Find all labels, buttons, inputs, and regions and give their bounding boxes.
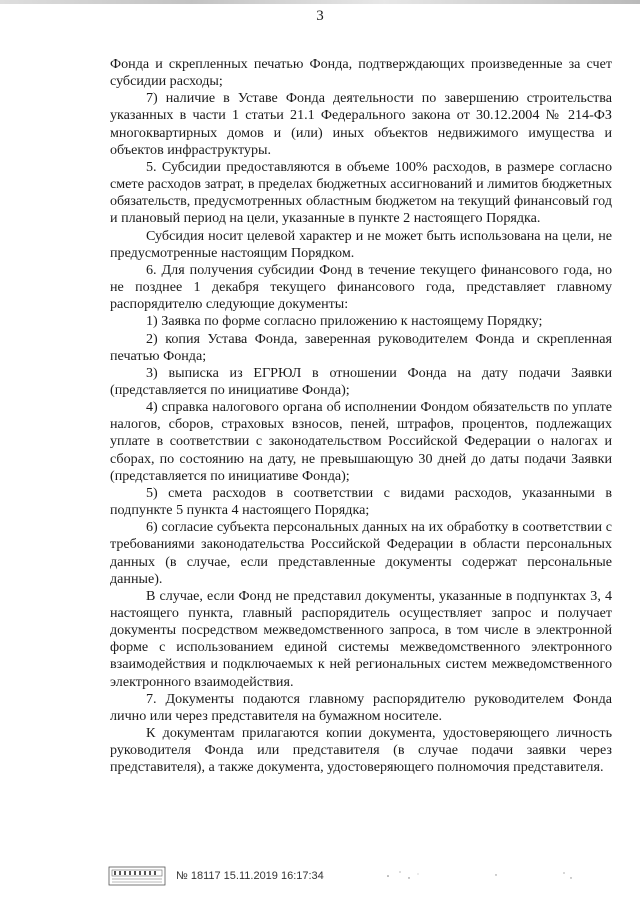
- paragraph: 5) смета расходов в соответствии с видами расходов, указанными в подпункте 5 пункта 4 настоящего Порядка;: [110, 484, 612, 519]
- paragraph: 2) копия Устава Фонда, заверенная руководителем Фонда и скрепленная печатью Фонда;: [110, 330, 612, 364]
- footer: [108, 864, 618, 894]
- document-id: № 18117 15.11.2019 16:17:34: [176, 870, 324, 882]
- paragraph: К документам прилагаются копии документа, удостоверяющего личность руководителя Фонда или представителя (в случае подачи заявки через представителя), а также документа, удостоверяющего полномочия представителя.: [110, 725, 612, 776]
- page-number: 3: [316, 8, 324, 24]
- paragraph: 7) наличие в Уставе Фонда деятельности по завершению строительства указанных в части 1 статьи 21.1 Федерального закона от 30.12.2004 № 214-ФЗ многоквартирных домов и (или) иных объектов недвижимого имущества и объектов инфраструктуры.: [110, 90, 612, 158]
- paragraph: В случае, если Фонд не представил документы, указанные в подпунктах 3, 4 настоящего пункта, главный распорядитель осуществляет запрос и получает документы посредством межведомственного запроса, в том числе в электронной форме с использованием единой системы межведомственного электронного взаимодействия и подключаемых к ней региональных систем межведомственного электронного взаимодействия.: [110, 587, 612, 690]
- paragraph: 3) выписка из ЕГРЮЛ в отношении Фонда на дату подачи Заявки (представляется по инициативе Фонда);: [110, 364, 612, 398]
- paragraph: Субсидия носит целевой характер и не может быть использована на цели, не предусмотренные настоящим Порядком.: [110, 227, 612, 261]
- scan-edge: [0, 0, 640, 4]
- paragraph: 4) справка налогового органа об исполнении Фондом обязательств по уплате налогов, сборов, страховых взносов, пеней, штрафов, процентов, подлежащих уплате в соответствии с законодательством Российской Федерации о налогах и сборах, по состоянию на дату, не превышающую 30 дней до даты подачи Заявки (представляется по инициативе Фонда);: [110, 399, 612, 484]
- paragraph: 6. Для получения субсидии Фонд в течение текущего финансового года, но не позднее 1 декабря текущего финансового года, представляет главному распорядителю следующие документы:: [110, 261, 612, 313]
- document-body: [110, 56, 612, 777]
- government-seal-icon: [108, 866, 166, 886]
- paragraph: 6) согласие субъекта персональных данных на их обработку в соответствии с требованиями законодательства Российской Федерации в области персональных данных (в случае, если представленные документы содержат персональные данные).: [110, 519, 612, 587]
- paragraph: 5. Субсидии предоставляются в объеме 100% расходов, в размере согласно смете расходов затрат, в пределах бюджетных ассигнований и лимитов бюджетных обязательств, предусмотренных областным бюджетом на текущий финансовый год и плановый период на цели, указанные в пункте 2 настоящего Порядка.: [110, 158, 612, 227]
- paragraph: 1) Заявка по форме согласно приложению к настоящему Порядку;: [146, 313, 543, 330]
- scan-specks: [378, 864, 608, 894]
- paragraph: 7. Документы подаются главному распорядителю руководителем Фонда лично или через представителя на бумажном носителе.: [110, 690, 612, 724]
- paragraph: Фонда и скрепленных печатью Фонда, подтверждающих произведенные за счет субсидии расходы;: [110, 56, 612, 90]
